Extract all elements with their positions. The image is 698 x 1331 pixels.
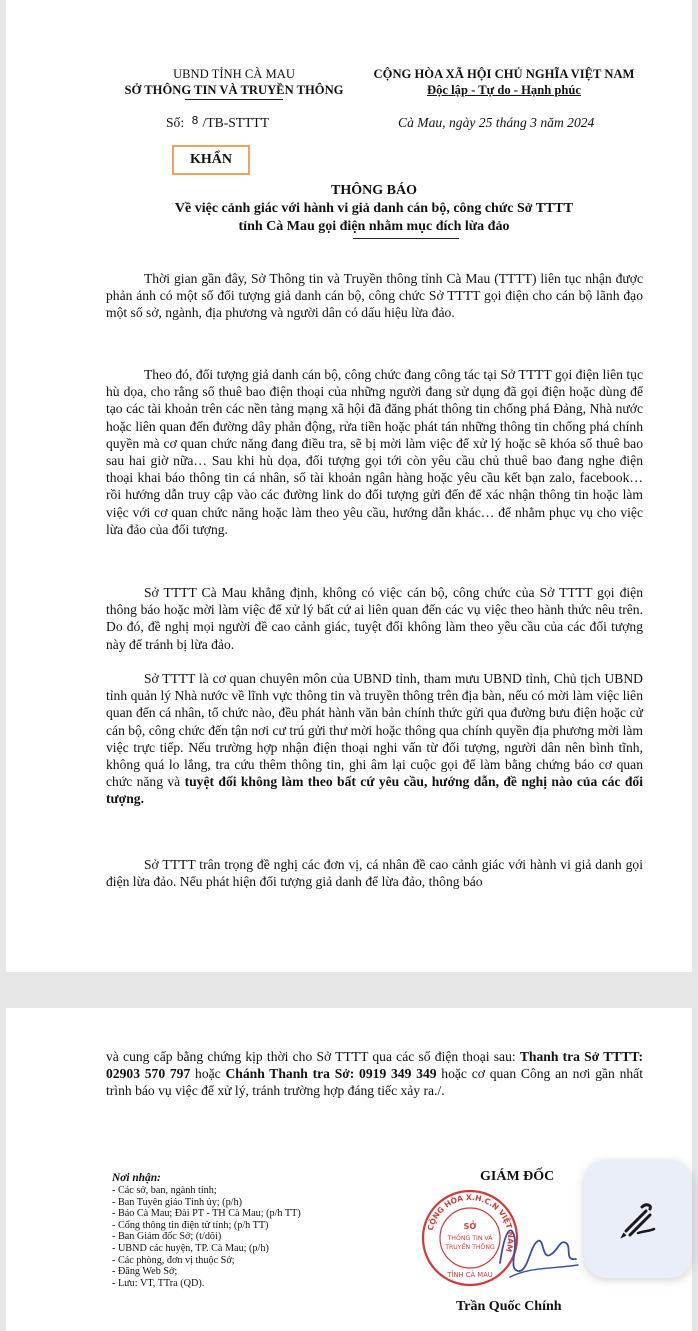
seal-center-line2: THÔNG TIN VÀ: [447, 1235, 493, 1242]
paragraph-3: Sở TTTT Cà Mau khẳng định, không có việc cán bộ, công chức của Sở TTTT gọi điện thông báo hoặc mời làm việc để xử lý bất cứ ai liên quan đến các vụ việc theo hành thức nêu trên. Do đó, đề nghị mọi người đề cao cảnh giác, tuyệt đối không làm theo yêu cầu của các đối tượng này để tránh bị lừa đảo.: [106, 585, 643, 652]
paragraph-6: và cung cấp bằng chứng kịp thời cho Sở TTTT qua các số điện thoại sau: Thanh tra Sở TTTT: 02903 570 797 hoặc Chánh Thanh tra Sở: 0919 349 349 hoặc cơ quan Công an nơi gần nhất trình báo vụ việc để xử lý, tránh trường hợp đáng tiếc xảy ra./.: [106, 1049, 643, 1099]
urgent-label: KHẨN: [172, 145, 250, 175]
notice-subject-line2: tỉnh Cà Mau gọi điện nhằm mục đích lừa đảo: [238, 218, 510, 234]
national-motto: Độc lập - Tự do - Hạnh phúc: [427, 83, 581, 97]
seal-ring-text: CỘNG HÒA X.H.C.N VIỆT NAM: [425, 1192, 516, 1253]
issuer-underline: [185, 99, 283, 100]
notice-subject-line1: Về việc cảnh giác với hành vi giả danh cán bộ, công chức Sở TTTT: [174, 200, 574, 216]
recipient-item: - Ban Tuyên giáo Tỉnh ủy; (p/h): [112, 1196, 242, 1208]
recipient-item: - Cổng thông tin điện tử tỉnh; (p/h TT): [112, 1219, 269, 1231]
place-date: Cà Mau, ngày 25 tháng 3 năm 2024: [398, 115, 595, 130]
recipient-item: - Ban Giám đốc Sở; (t/dõi): [112, 1231, 222, 1243]
paragraph-4: Sở TTTT là cơ quan chuyên môn của UBND tỉnh, tham mưu UBND tỉnh, Chủ tịch UBND tỉnh quản lý Nhà nước về lĩnh vực thông tin và truyền thông trên địa bàn, nếu có mời làm việc liên quan đến cá nhân, tổ chức nào, đều phát hành văn bản chính thức gửi qua đường bưu điện hoặc cử cán bộ, công chức đến tận nơi cư trú gửi thư mời hoặc thông qua chính quyền địa phương mời làm việc trực tiếp. Nếu trường hợp nhận điện thoại nghi vấn từ đối tượng, người dân nên bình tĩnh, không quá lo lắng, tra cứu thêm thông tin, ghi âm lại cuộc gọi để làm bằng chứng báo cơ quan chức năng và tuyệt đối không làm theo bất cứ yêu cầu, hướng dẫn, đề nghị nào của các đối tượng.: [106, 671, 644, 807]
recipient-item: - Báo Cà Mau; Đài PT - TH Cà Mau; (p/h TT): [112, 1208, 301, 1220]
signer-name: Trần Quốc Chính: [456, 1299, 562, 1314]
national-motto-block: [356, 66, 652, 98]
recipients-block: [112, 1172, 301, 1289]
recipient-item: - Lưu: VT, TTra (QD).: [112, 1277, 205, 1289]
document-number-value: 8: [191, 114, 199, 127]
issuer-block: [106, 66, 362, 100]
signer-title: GIÁM ĐỐC: [480, 1169, 555, 1184]
floating-edit-button[interactable]: [584, 1160, 692, 1278]
edit-pen-icon: [616, 1197, 660, 1241]
paragraph-1: Thời gian gần đây, Sở Thông tin và Truyền thông tỉnh Cà Mau (TTTT) liên tục nhận được phản ánh có một số đối tượng giả danh cán bộ, công chức Sở TTTT gọi điện cho cán bộ lãnh đạo một số sở, ngành, địa phương và người dân có dấu hiệu lừa đảo.: [106, 271, 643, 321]
recipient-item: - Các sở, ban, ngành tỉnh;: [112, 1185, 217, 1196]
seal-center-line1: SỞ: [463, 1222, 477, 1231]
recipient-item: - Các phòng, đơn vị thuộc Sở;: [112, 1254, 235, 1266]
issuer-line2: SỞ THÔNG TIN VÀ TRUYỀN THÔNG: [124, 83, 344, 97]
handwritten-signature: [480, 1205, 590, 1295]
national-title: CỘNG HÒA XÃ HỘI CHỦ NGHĨA VIỆT NAM: [373, 67, 635, 81]
notice-heading: THÔNG BÁO: [331, 183, 417, 198]
paragraph-4-emphasis: tuyệt đối không làm theo bất cứ yêu cầu, hướng dẫn, đề nghị nào của các đối tượng: [106, 774, 644, 807]
title-block: [106, 182, 642, 239]
document-number: Số: $^8$ /TB-STTTT: [166, 114, 269, 130]
recipients-heading: Nơi nhận:: [112, 1172, 161, 1184]
title-underline: [353, 238, 459, 239]
paragraph-5: Sở TTTT trân trọng đề nghị các đơn vị, cá nhân đề cao cảnh giác với hành vi giả danh gọi điện lừa đảo. Nếu phát hiện đối tượng giả danh để lừa đảo, thông báo: [106, 857, 643, 890]
hotline-inspection: Thanh tra Sở TTTT: 02903 570 797: [106, 1049, 643, 1082]
issuer-line1: UBND TỈNH CÀ MAU: [173, 67, 295, 81]
recipient-item: - Đăng Web Sở;: [112, 1266, 178, 1278]
seal-center-line3: TRUYỀN THÔNG: [445, 1244, 495, 1251]
hotline-chief-inspector: Chánh Thanh tra Sở: 0919 349 349: [225, 1066, 437, 1082]
seal-bottom-text: TỈNH CÀ MAU: [447, 1271, 493, 1279]
recipient-item: - UBND các huyện, TP. Cà Mau; (p/h): [112, 1242, 269, 1254]
paragraph-2: Theo đó, đối tượng giả danh cán bộ, công chức đang công tác tại Sở TTTT gọi điện liên tục hù dọa, cho rằng số thuê bao điện thoại của những người đang sử dụng đã gọi điện hoặc dùng để tạo các tài khoản trên các nền tảng mạng xã hội đã đăng phát thông tin chống phá Đảng, Nhà nước hoặc liên quan đến đường dây phản động, rửa tiền hoặc phát tán những thông tin chống phá chính quyền mà cơ quan chức năng đang điều tra, sẽ bị mời làm việc để xử lý hoặc sẽ khóa số thuê bao sau hai giờ nữa… Sau khi hù dọa, đối tượng gọi tới còn yêu cầu chủ thuê bao đang nghe điện thoại khai báo thông tin cá nhân, số tài khoản ngân hàng hoặc yêu cầu kết bạn zalo, facebook… rồi hướng dẫn truy cập vào các đường link do đối tượng gửi đến để xác nhận thông tin hoặc làm việc với cơ quan chức năng hoặc làm theo yêu cầu, hướng dẫn khác… để nhằm phục vụ cho việc lừa đảo của đối tượng.: [106, 367, 643, 537]
